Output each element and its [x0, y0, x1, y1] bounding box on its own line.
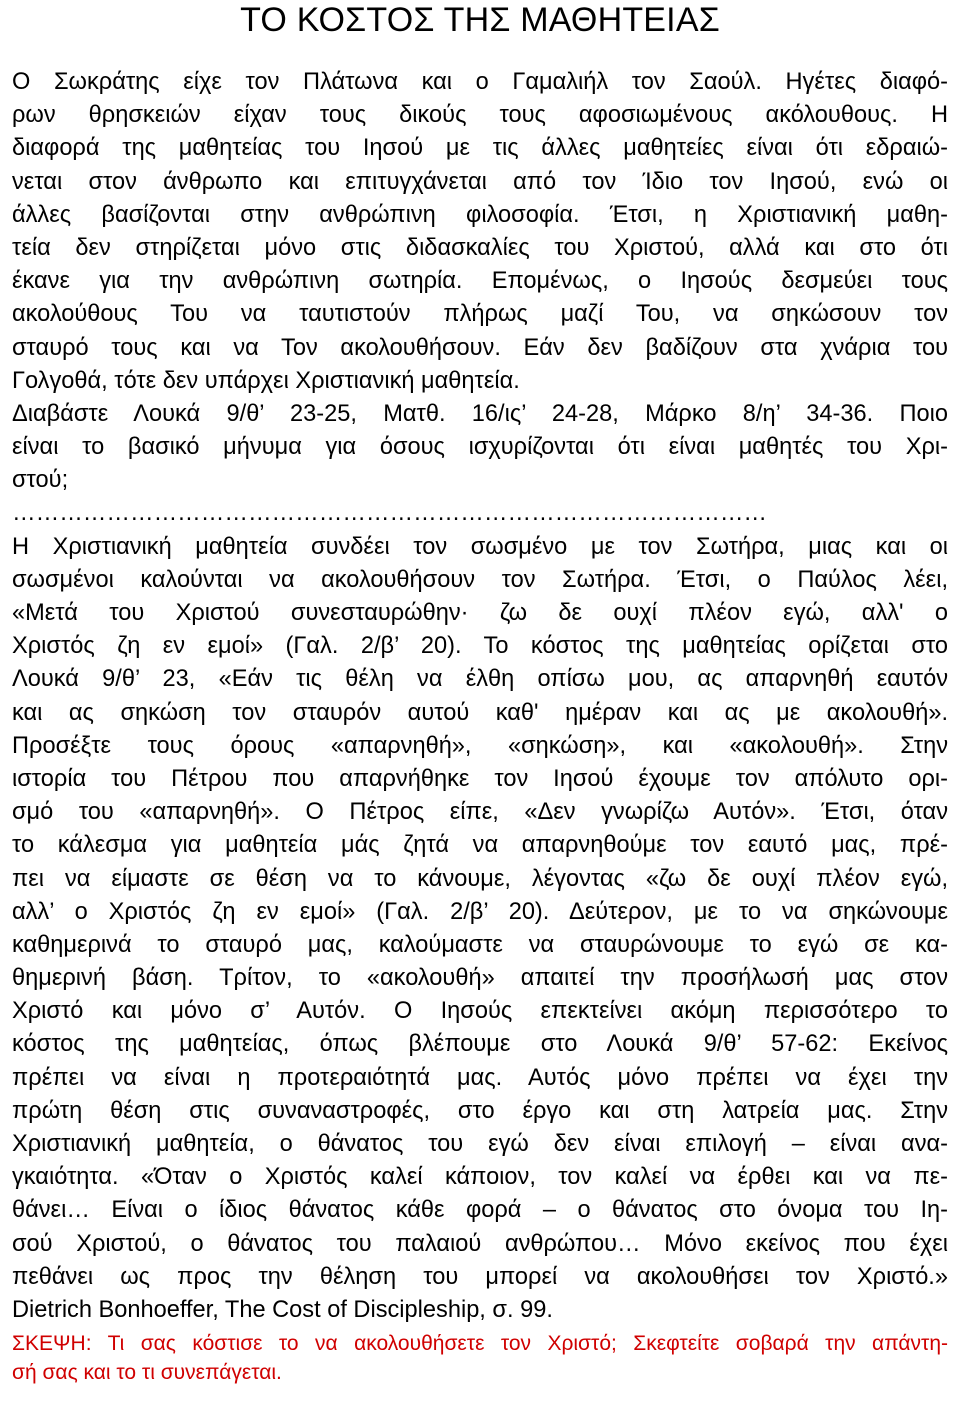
- text-line: νεται στον άνθρωπο και επιτυγχάνεται από τον Ίδιο τον Ιησού, ενώ οι: [12, 168, 948, 195]
- text-line: σμό του «απαρνηθή». Ο Πέτρος είπε, «Δεν γνωρίζω Αυτόν». Έτσι, όταν: [12, 799, 948, 826]
- text-line: άλλες βασίζονται στην ανθρώπινη φιλοσοφία. Έτσι, η Χριστιανική μαθη-: [12, 201, 948, 228]
- body-text: [12, 66, 948, 1327]
- reflection-line: σή σας και το τι συνεπάγεται.: [12, 1361, 282, 1385]
- text-line: διαφορά της μαθητείας του Ιησού με τις άλλες μαθητείες είναι ότι εδραιώ-: [12, 135, 948, 162]
- text-line: πεθάνει ως προς την θέληση του μπορεί να ακολουθήσει τον Χριστό.»: [12, 1263, 948, 1290]
- text-line: πει να είμαστε σε θέση να το κάνουμε, λέγοντας «ζω δε ουχί πλέον εγώ,: [12, 865, 948, 892]
- text-line: ιστορία του Πέτρου που απαρνήθηκε τον Ιησού έχουμε τον απόλυτο ορι-: [12, 765, 948, 792]
- citation-line: Dietrich Bonhoeffer, The Cost of Discipleship, σ. 99.: [12, 1296, 553, 1323]
- reflection-line: ΣΚΕΨΗ: Τι σας κόστισε το να ακολουθήσετε τον Χριστό; Σκεφτείτε σοβαρά την απάντη-: [12, 1332, 948, 1356]
- text-line: γκαιότητα. «Όταν ο Χριστός καλεί κάποιον, τον καλεί να έρθει και να πε-: [12, 1164, 948, 1191]
- text-line: «Μετά του Χριστού συνεσταυρώθην· ζω δε ουχί πλέον εγώ, αλλ' ο: [12, 600, 948, 626]
- text-line: κόστος της μαθητείας, όπως βλέπουμε στο Λουκά 9/θ’ 57-62: Εκείνος: [12, 1031, 948, 1058]
- text-line: στού;: [12, 467, 69, 494]
- text-line: σταυρό τους και να Τον ακολουθήσουν. Εάν δεν βαδίζουν στα χνάρια του: [12, 334, 948, 361]
- text-line: πρέπει να είναι η προτεραιότητά μας. Αυτός μόνο πρέπει να έχει την: [12, 1064, 948, 1091]
- text-line: σωσμένοι καλούνται να ακολουθήσουν τον Σωτήρα. Έτσι, ο Παύλος λέει,: [12, 566, 948, 593]
- text-line: το κάλεσμα για μαθητεία μάς ζητά να απαρνηθούμε τον εαυτό μας, πρέ-: [12, 832, 948, 859]
- text-line: Χριστιανική μαθητεία, ο θάνατος του εγώ δεν είναι επιλογή – είναι ανα-: [12, 1131, 948, 1157]
- text-line: ρων θρησκειών είχαν τους δικούς τους αφοσιωμένους ακόλουθους. Η: [12, 102, 948, 129]
- reflection-question: [12, 1329, 948, 1387]
- text-line: σού Χριστού, ο θάνατος του παλαιού ανθρώπου… Μόνο εκείνος που έχει: [12, 1230, 948, 1257]
- text-line: Λουκά 9/θ’ 23, «Εάν τις θέλη να έλθη οπίσω μου, ας απαρνηθή εαυτόν: [12, 666, 948, 693]
- page-title: ΤΟ ΚΟΣΤΟΣ ΤΗΣ ΜΑΘΗΤΕΙΑΣ: [240, 1, 720, 39]
- text-line: Χριστό και μόνο σ’ Αυτόν. Ο Ιησούς επεκτείνει ακόμη περισσότερο το: [12, 998, 948, 1025]
- text-line: αλλ’ ο Χριστός ζη εν εμοί» (Γαλ. 2/β’ 20). Δεύτερον, με το να σηκώνουμε: [12, 898, 948, 925]
- text-line: Η Χριστιανική μαθητεία συνδέει τον σωσμένο με τον Σωτήρα, μιας και οι: [12, 533, 948, 560]
- text-line: και ας σηκώση τον σταυρόν αυτού καθ' ημέραν και ας με ακολουθή».: [12, 699, 948, 726]
- answer-dotted-line: ……………………………………………………………………………………: [12, 500, 767, 527]
- text-line: έκανε για την ανθρώπινη σωτηρία. Επομένως, ο Ιησούς δεσμεύει τους: [12, 268, 948, 295]
- text-line: Διαβάστε Λουκά 9/θ’ 23-25, Ματθ. 16/ις’ 24-28, Μάρκο 8/η’ 34-36. Ποιο: [12, 400, 948, 427]
- text-line: πρώτη θέση στις συναναστροφές, στο έργο και στη λατρεία μας. Στην: [12, 1097, 948, 1124]
- text-line: τεία δεν στηρίζεται μόνο στις διδασκαλίες του Χριστού, αλλά και στο ότι: [12, 234, 948, 261]
- text-line: Χριστός ζη εν εμοί» (Γαλ. 2/β’ 20). Το κόστος της μαθητείας ορίζεται στο: [12, 633, 948, 660]
- text-line: Ο Σωκράτης είχε τον Πλάτωνα και ο Γαμαλιήλ τον Σαούλ. Ηγέτες διαφό-: [12, 69, 948, 95]
- text-line: θημερινή βάση. Τρίτον, το «ακολουθή» απαιτεί την προσήλωσή μας στον: [12, 965, 948, 992]
- text-line: θάνει… Είναι ο ίδιος θάνατος κάθε φορά – ο θάνατος στο όνομα του Ιη-: [12, 1197, 948, 1224]
- text-line: ακολούθους Του να ταυτιστούν πλήρως μαζί Του, να σηκώσουν τον: [12, 301, 948, 328]
- text-line: Προσέξτε τους όρους «απαρνηθή», «σηκώση», και «ακολουθή». Στην: [12, 732, 948, 759]
- text-line: είναι το βασικό μήνυμα για όσους ισχυρίζονται ότι είναι μαθητές του Χρι-: [12, 434, 948, 461]
- text-line: καθημερινά το σταυρό μας, καλούμαστε να σταυρώνουμε το εγώ σε κα-: [12, 931, 948, 958]
- text-line: Γολγοθά, τότε δεν υπάρχει Χριστιανική μαθητεία.: [12, 367, 520, 394]
